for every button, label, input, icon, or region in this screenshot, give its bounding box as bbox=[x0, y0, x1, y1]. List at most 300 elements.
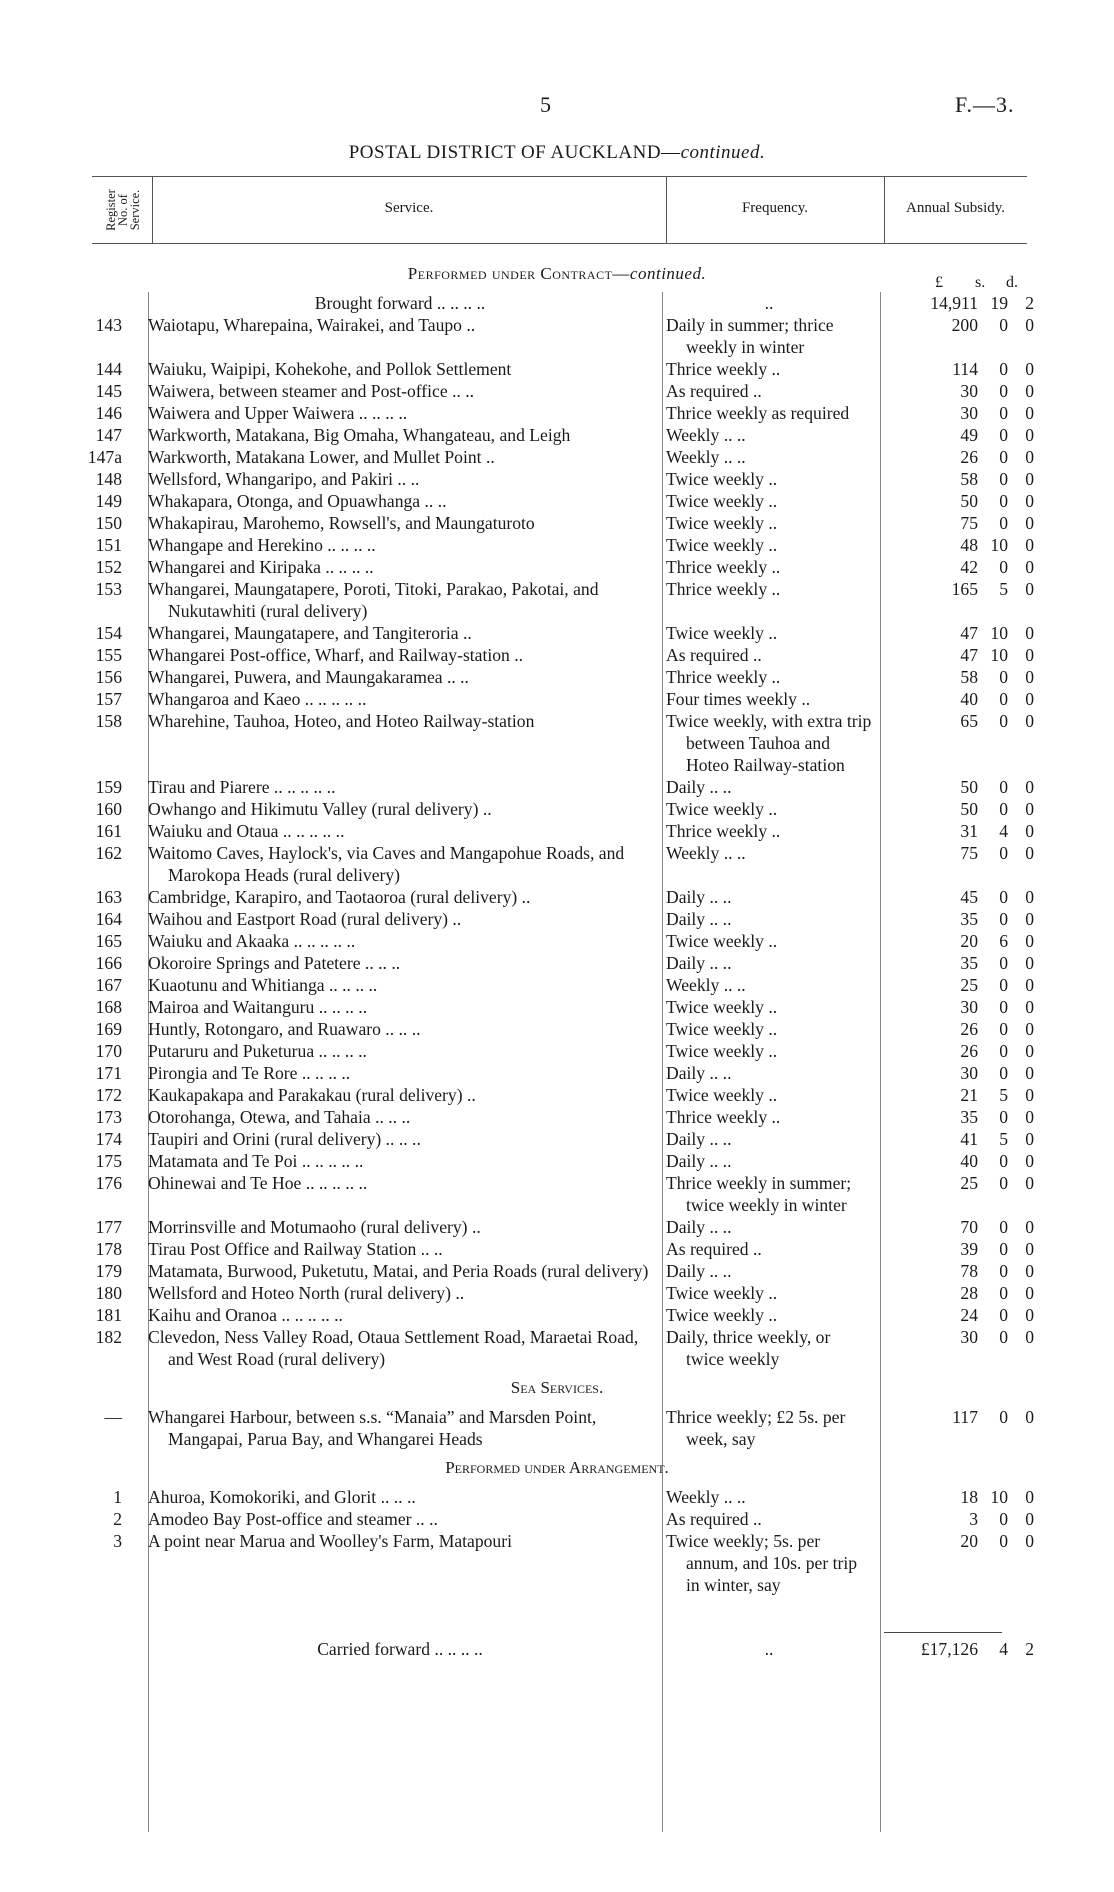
frequency: As required .. bbox=[666, 1239, 762, 1259]
frequency: Thrice weekly .. bbox=[666, 1107, 781, 1127]
register-number: 177 bbox=[95, 1217, 122, 1237]
subsidy-shillings: 5 bbox=[999, 1085, 1008, 1105]
service-description: Wellsford, Whangaripo, and Pakiri .. .. bbox=[148, 469, 420, 489]
register-number: 167 bbox=[95, 975, 122, 995]
subsidy-pounds: 49 bbox=[960, 425, 978, 445]
subsidy-shillings: 10 bbox=[990, 645, 1008, 665]
register-number: 147 bbox=[95, 425, 122, 445]
subsidy-pounds: 165 bbox=[951, 579, 978, 599]
service-description: Waiwera and Upper Waiwera .. .. .. .. bbox=[148, 403, 408, 423]
table-row bbox=[0, 644, 1114, 666]
register-number: 178 bbox=[95, 1239, 122, 1259]
subsidy-pounds: 30 bbox=[960, 403, 978, 423]
frequency: Twice weekly .. bbox=[666, 931, 778, 951]
subsidy-pence: 0 bbox=[1025, 1019, 1034, 1039]
subsidy-pence: 0 bbox=[1025, 887, 1034, 907]
header-frequency: Frequency. bbox=[741, 200, 809, 216]
subsidy-pence: 0 bbox=[1025, 579, 1034, 599]
register-number: 1 bbox=[113, 1487, 122, 1507]
register-number: 175 bbox=[95, 1151, 122, 1171]
table-row bbox=[0, 996, 1114, 1018]
service-description: Okoroire Springs and Patetere .. .. .. bbox=[148, 953, 401, 973]
subsidy-shillings: 0 bbox=[999, 1283, 1008, 1303]
service-description: Kuaotunu and Whitianga .. .. .. .. bbox=[148, 975, 378, 995]
register-number: 160 bbox=[95, 799, 122, 819]
subsidy-shillings: 0 bbox=[999, 1107, 1008, 1127]
subsidy-pounds: 58 bbox=[960, 469, 978, 489]
subsidy-pence: 0 bbox=[1025, 557, 1034, 577]
currency-pence-label: d. bbox=[1006, 274, 1018, 291]
service-description: Waiuku and Otaua .. .. .. .. .. bbox=[148, 821, 345, 841]
subsidy-shillings: 5 bbox=[999, 1129, 1008, 1149]
subsidy-pence: 0 bbox=[1025, 1509, 1034, 1529]
subsidy-pounds: 50 bbox=[960, 777, 978, 797]
register-number: 159 bbox=[95, 777, 122, 797]
subsidy-pence: 0 bbox=[1025, 821, 1034, 841]
service-description: Taupiri and Orini (rural delivery) .. .. .. bbox=[148, 1129, 421, 1149]
service-description: Wellsford and Hoteo North (rural delivery) .. bbox=[148, 1283, 465, 1303]
frequency: Thrice weekly .. bbox=[666, 557, 781, 577]
service-description: Whangaroa and Kaeo .. .. .. .. .. bbox=[148, 689, 367, 709]
table-row bbox=[0, 424, 1114, 446]
register-number: 176 bbox=[95, 1173, 122, 1193]
subsidy-shillings: 10 bbox=[990, 1487, 1008, 1507]
service-description: Clevedon, Ness Valley Road, Otaua Settlement Road, Maraetai Road, and West Road (rural delivery) bbox=[148, 1327, 639, 1369]
register-number: 163 bbox=[95, 887, 122, 907]
subsidy-pounds: 30 bbox=[960, 1327, 978, 1347]
subsidy-pence: 0 bbox=[1025, 1217, 1034, 1237]
subsidy-shillings: 0 bbox=[999, 1041, 1008, 1061]
service-description: Wharehine, Tauhoa, Hoteo, and Hoteo Railway-station bbox=[148, 711, 535, 731]
table-row bbox=[0, 688, 1114, 710]
register-number: — bbox=[104, 1407, 122, 1427]
service-description: Whangape and Herekino .. .. .. .. bbox=[148, 535, 376, 555]
subsidy-shillings: 0 bbox=[999, 315, 1008, 335]
frequency: Daily .. .. bbox=[666, 953, 732, 973]
subsidy-shillings: 0 bbox=[999, 557, 1008, 577]
service-description: Whangarei Harbour, between s.s. “Manaia” and Marsden Point, Mangapai, Parua Bay, and Whangarei Heads bbox=[148, 1407, 597, 1449]
frequency: Daily, thrice weekly, or twice weekly bbox=[666, 1327, 831, 1369]
subsidy-pence: 0 bbox=[1025, 1151, 1034, 1171]
subsidy-shillings: 0 bbox=[999, 1509, 1008, 1529]
subsidy-shillings: 0 bbox=[999, 491, 1008, 511]
table-row bbox=[0, 1018, 1114, 1040]
subsidy-shillings: 0 bbox=[999, 843, 1008, 863]
register-number: 153 bbox=[95, 579, 122, 599]
subsidy-shillings: 0 bbox=[999, 1305, 1008, 1325]
frequency: Twice weekly .. bbox=[666, 1019, 778, 1039]
subsidy-pounds: 25 bbox=[960, 975, 978, 995]
table-row bbox=[0, 1172, 1114, 1216]
subsidy-pounds: 35 bbox=[960, 1107, 978, 1127]
register-number: 158 bbox=[95, 711, 122, 731]
service-description: Kaukapakapa and Parakakau (rural delivery) .. bbox=[148, 1085, 476, 1105]
service-description: Otorohanga, Otewa, and Tahaia .. .. .. bbox=[148, 1107, 411, 1127]
table-row bbox=[0, 1150, 1114, 1172]
register-number: 2 bbox=[113, 1509, 122, 1529]
subsidy-shillings: 0 bbox=[999, 667, 1008, 687]
brought-forward-shillings: 19 bbox=[990, 293, 1008, 313]
service-description: Mairoa and Waitanguru .. .. .. .. bbox=[148, 997, 368, 1017]
register-number: 3 bbox=[113, 1531, 122, 1551]
subsidy-pence: 0 bbox=[1025, 667, 1034, 687]
subsidy-pence: 0 bbox=[1025, 513, 1034, 533]
subsidy-shillings: 0 bbox=[999, 1217, 1008, 1237]
subsidy-pounds: 24 bbox=[960, 1305, 978, 1325]
subsidy-shillings: 0 bbox=[999, 1407, 1008, 1427]
subsidy-pounds: 40 bbox=[960, 689, 978, 709]
table-row bbox=[0, 578, 1114, 622]
subsidy-pounds: 20 bbox=[960, 931, 978, 951]
register-number: 155 bbox=[95, 645, 122, 665]
subsidy-pence: 0 bbox=[1025, 535, 1034, 555]
subsidy-pounds: 18 bbox=[960, 1487, 978, 1507]
subsidy-pounds: 40 bbox=[960, 1151, 978, 1171]
subsidy-shillings: 0 bbox=[999, 711, 1008, 731]
service-description: Tirau and Piarere .. .. .. .. .. bbox=[148, 777, 336, 797]
subsidy-pence: 0 bbox=[1025, 1407, 1034, 1427]
table-row bbox=[0, 820, 1114, 842]
service-description: Waiuku and Akaaka .. .. .. .. .. bbox=[148, 931, 356, 951]
register-number: 173 bbox=[95, 1107, 122, 1127]
register-number: 170 bbox=[95, 1041, 122, 1061]
service-description: Putaruru and Puketurua .. .. .. .. bbox=[148, 1041, 367, 1061]
service-description: Amodeo Bay Post-office and steamer .. .. bbox=[148, 1509, 438, 1529]
subsidy-pence: 0 bbox=[1025, 469, 1034, 489]
table-row bbox=[0, 1106, 1114, 1128]
service-description: Whangarei Post-office, Wharf, and Railway-station .. bbox=[148, 645, 524, 665]
subsidy-pence: 0 bbox=[1025, 623, 1034, 643]
table-row bbox=[0, 1062, 1114, 1084]
frequency: Weekly .. .. bbox=[666, 1487, 746, 1507]
subsidy-pence: 0 bbox=[1025, 447, 1034, 467]
subsidy-shillings: 0 bbox=[999, 887, 1008, 907]
subsidy-pence: 0 bbox=[1025, 359, 1034, 379]
subsidy-shillings: 0 bbox=[999, 1063, 1008, 1083]
subsidy-pounds: 78 bbox=[960, 1261, 978, 1281]
frequency: Daily in summer; thrice weekly in winter bbox=[666, 315, 834, 357]
subsidy-pence: 0 bbox=[1025, 1085, 1034, 1105]
register-number: 145 bbox=[95, 381, 122, 401]
header-register: Register No. of Service. bbox=[103, 189, 142, 231]
frequency: Thrice weekly as required bbox=[666, 403, 850, 423]
service-description: Whakapara, Otonga, and Opuawhanga .. .. bbox=[148, 491, 447, 511]
carried-forward-label: Carried forward .. .. .. .. bbox=[317, 1639, 483, 1659]
register-number: 148 bbox=[95, 469, 122, 489]
register-number: 154 bbox=[95, 623, 122, 643]
table-row bbox=[0, 930, 1114, 952]
frequency: Twice weekly .. bbox=[666, 997, 778, 1017]
subsidy-pounds: 75 bbox=[960, 843, 978, 863]
service-description: Tirau Post Office and Railway Station .. .. bbox=[148, 1239, 443, 1259]
header-rule-top bbox=[92, 176, 1027, 177]
subsidy-pence: 0 bbox=[1025, 909, 1034, 929]
frequency: Twice weekly .. bbox=[666, 513, 778, 533]
subsidy-pounds: 47 bbox=[960, 645, 978, 665]
subsidy-pence: 0 bbox=[1025, 711, 1034, 731]
service-description: Whangarei, Maungatapere, Poroti, Titoki, Parakao, Pakotai, and Nukutawhiti (rural delivery) bbox=[148, 579, 599, 621]
subsidy-shillings: 0 bbox=[999, 381, 1008, 401]
table-row bbox=[0, 1238, 1114, 1260]
table-row bbox=[0, 908, 1114, 930]
subsidy-pence: 0 bbox=[1025, 799, 1034, 819]
subsidy-shillings: 0 bbox=[999, 403, 1008, 423]
register-number: 146 bbox=[95, 403, 122, 423]
brought-forward-label: Brought forward .. .. .. .. bbox=[314, 293, 486, 313]
subsidy-shillings: 0 bbox=[999, 425, 1008, 445]
frequency: Twice weekly .. bbox=[666, 1041, 778, 1061]
subsidy-pence: 0 bbox=[1025, 315, 1034, 335]
subsidy-shillings: 10 bbox=[990, 623, 1008, 643]
subsidy-pounds: 25 bbox=[960, 1173, 978, 1193]
register-number: 161 bbox=[95, 821, 122, 841]
table-row bbox=[0, 1084, 1114, 1106]
service-description: Warkworth, Matakana, Big Omaha, Whangateau, and Leigh bbox=[148, 425, 571, 445]
section-heading-sea: Sea Services. bbox=[510, 1378, 604, 1397]
register-number: 152 bbox=[95, 557, 122, 577]
contract-rows bbox=[0, 314, 1114, 1370]
register-number: 169 bbox=[95, 1019, 122, 1039]
subsidy-pence: 0 bbox=[1025, 689, 1034, 709]
brought-forward-pounds: 14,911 bbox=[930, 293, 978, 313]
subsidy-pence: 0 bbox=[1025, 491, 1034, 511]
frequency: Weekly .. .. bbox=[666, 843, 746, 863]
subsidy-pounds: 35 bbox=[960, 909, 978, 929]
register-number: 180 bbox=[95, 1283, 122, 1303]
subsidy-pence: 0 bbox=[1025, 1283, 1034, 1303]
register-number: 162 bbox=[95, 843, 122, 863]
carried-forward-row bbox=[0, 1638, 1114, 1660]
currency-pounds-label: £ bbox=[935, 274, 943, 291]
table-row bbox=[0, 1216, 1114, 1238]
register-number: 147a bbox=[87, 447, 122, 467]
subsidy-pounds: 26 bbox=[960, 1019, 978, 1039]
subsidy-pence: 0 bbox=[1025, 953, 1034, 973]
subsidy-shillings: 0 bbox=[999, 359, 1008, 379]
frequency: Daily .. .. bbox=[666, 909, 732, 929]
service-description: A point near Marua and Woolley's Farm, Matapouri bbox=[148, 1531, 512, 1551]
subsidy-pence: 0 bbox=[1025, 1239, 1034, 1259]
frequency: Twice weekly .. bbox=[666, 469, 778, 489]
table-row bbox=[0, 556, 1114, 578]
table-row bbox=[0, 512, 1114, 534]
frequency: Thrice weekly in summer; twice weekly in winter bbox=[666, 1173, 852, 1215]
frequency: Weekly .. .. bbox=[666, 447, 746, 467]
service-description: Matamata and Te Poi .. .. .. .. .. bbox=[148, 1151, 364, 1171]
subsidy-shillings: 0 bbox=[999, 1019, 1008, 1039]
service-description: Waiwera, between steamer and Post-office .. .. bbox=[148, 381, 475, 401]
register-number: 144 bbox=[95, 359, 122, 379]
subsidy-pounds: 3 bbox=[969, 1509, 978, 1529]
frequency: Four times weekly .. bbox=[666, 689, 811, 709]
subsidy-pence: 0 bbox=[1025, 645, 1034, 665]
subsidy-pounds: 41 bbox=[960, 1129, 978, 1149]
table-row bbox=[0, 490, 1114, 512]
frequency: Daily .. .. bbox=[666, 1063, 732, 1083]
register-number: 157 bbox=[95, 689, 122, 709]
frequency: Twice weekly; 5s. per annum, and 10s. per trip in winter, say bbox=[666, 1531, 858, 1595]
subsidy-shillings: 0 bbox=[999, 689, 1008, 709]
service-description: Pirongia and Te Rore .. .. .. .. bbox=[148, 1063, 351, 1083]
frequency: As required .. bbox=[666, 645, 762, 665]
service-description: Whangarei, Puwera, and Maungakaramea .. .. bbox=[148, 667, 469, 687]
subsidy-pounds: 58 bbox=[960, 667, 978, 687]
subsidy-pence: 0 bbox=[1025, 1327, 1034, 1347]
carried-forward-pence: 2 bbox=[1025, 1639, 1034, 1659]
frequency: Daily .. .. bbox=[666, 1261, 732, 1281]
table-row bbox=[0, 446, 1114, 468]
brought-forward-row bbox=[0, 292, 1114, 314]
subsidy-shillings: 0 bbox=[999, 1531, 1008, 1551]
table-row bbox=[0, 468, 1114, 490]
subsidy-pounds: 39 bbox=[960, 1239, 978, 1259]
subsidy-pounds: 200 bbox=[951, 315, 978, 335]
register-number: 166 bbox=[95, 953, 122, 973]
frequency: Twice weekly .. bbox=[666, 623, 778, 643]
subsidy-shillings: 0 bbox=[999, 1327, 1008, 1347]
subsidy-pounds: 47 bbox=[960, 623, 978, 643]
section-contract-suffix: continued. bbox=[629, 264, 707, 283]
register-number: 168 bbox=[95, 997, 122, 1017]
subsidy-pence: 0 bbox=[1025, 1261, 1034, 1281]
arrangement-rows bbox=[0, 1486, 1114, 1596]
subsidy-pence: 0 bbox=[1025, 1173, 1034, 1193]
table-row bbox=[0, 1326, 1114, 1370]
subsidy-shillings: 0 bbox=[999, 513, 1008, 533]
table-row bbox=[0, 666, 1114, 688]
frequency: Weekly .. .. bbox=[666, 425, 746, 445]
subsidy-shillings: 6 bbox=[999, 931, 1008, 951]
frequency: Thrice weekly .. bbox=[666, 359, 781, 379]
subsidy-pounds: 30 bbox=[960, 997, 978, 1017]
table-row bbox=[0, 1530, 1114, 1596]
subsidy-pounds: 114 bbox=[952, 359, 978, 379]
frequency: Thrice weekly .. bbox=[666, 579, 781, 599]
subsidy-pounds: 50 bbox=[960, 491, 978, 511]
currency-shillings-label: s. bbox=[975, 274, 986, 291]
frequency: Twice weekly .. bbox=[666, 535, 778, 555]
subsidy-shillings: 0 bbox=[999, 953, 1008, 973]
table-row bbox=[0, 952, 1114, 974]
subsidy-pounds: 21 bbox=[960, 1085, 978, 1105]
table-row bbox=[0, 402, 1114, 424]
register-number: 174 bbox=[95, 1129, 122, 1149]
carried-forward-pounds: £17,126 bbox=[920, 1639, 978, 1659]
table-row bbox=[0, 1508, 1114, 1530]
header-service: Service. bbox=[384, 200, 434, 216]
table-row bbox=[0, 1128, 1114, 1150]
subsidy-pence: 0 bbox=[1025, 1129, 1034, 1149]
document-reference: F.—3. bbox=[955, 92, 1015, 117]
service-description: Huntly, Rotongaro, and Ruawaro .. .. .. bbox=[148, 1019, 421, 1039]
register-number: 150 bbox=[95, 513, 122, 533]
register-number: 151 bbox=[95, 535, 122, 555]
service-description: Matamata, Burwood, Puketutu, Matai, and Peria Roads (rural delivery) bbox=[148, 1261, 649, 1281]
table-row bbox=[0, 622, 1114, 644]
frequency: Twice weekly .. bbox=[666, 1283, 778, 1303]
frequency: Thrice weekly .. bbox=[666, 667, 781, 687]
service-description: Morrinsville and Motumaoho (rural delivery) .. bbox=[148, 1217, 481, 1237]
table-row bbox=[0, 314, 1114, 358]
table-row bbox=[0, 358, 1114, 380]
district-title-main: POSTAL DISTRICT OF AUCKLAND— bbox=[348, 142, 681, 163]
subsidy-pence: 0 bbox=[1025, 931, 1034, 951]
frequency: Twice weekly .. bbox=[666, 799, 778, 819]
subsidy-pounds: 26 bbox=[960, 1041, 978, 1061]
service-description: Whangarei, Maungatapere, and Tangiteroria .. bbox=[148, 623, 472, 643]
subsidy-shillings: 5 bbox=[999, 579, 1008, 599]
subsidy-pounds: 35 bbox=[960, 953, 978, 973]
subsidy-shillings: 10 bbox=[990, 535, 1008, 555]
subsidy-pounds: 50 bbox=[960, 799, 978, 819]
table-row bbox=[0, 798, 1114, 820]
brought-forward-pence: 2 bbox=[1025, 293, 1034, 313]
subsidy-shillings: 0 bbox=[999, 1261, 1008, 1281]
service-description: Ohinewai and Te Hoe .. .. .. .. .. bbox=[148, 1173, 368, 1193]
header-rule-bottom bbox=[92, 243, 1027, 244]
subsidy-pence: 0 bbox=[1025, 843, 1034, 863]
service-description: Cambridge, Karapiro, and Taotaoroa (rural delivery) .. bbox=[148, 887, 531, 907]
subsidy-pounds: 117 bbox=[952, 1407, 978, 1427]
section-contract-main: Performed under Contract— bbox=[407, 264, 630, 283]
table-row bbox=[0, 1486, 1114, 1508]
subsidy-pounds: 65 bbox=[960, 711, 978, 731]
service-description: Warkworth, Matakana Lower, and Mullet Point .. bbox=[148, 447, 495, 467]
table-row bbox=[0, 1304, 1114, 1326]
register-number: 182 bbox=[95, 1327, 122, 1347]
service-description: Ahuroa, Komokoriki, and Glorit .. .. .. bbox=[148, 1487, 416, 1507]
subsidy-pence: 0 bbox=[1025, 1041, 1034, 1061]
page-number: 5 bbox=[540, 92, 551, 117]
subsidy-pounds: 48 bbox=[960, 535, 978, 555]
register-number: 143 bbox=[95, 315, 122, 335]
service-description: Owhango and Hikimutu Valley (rural delivery) .. bbox=[148, 799, 492, 819]
subsidy-pounds: 20 bbox=[960, 1531, 978, 1551]
frequency: Twice weekly, with extra trip between Tauhoa and Hoteo Railway-station bbox=[666, 711, 872, 775]
frequency: Daily .. .. bbox=[666, 887, 732, 907]
subsidy-pence: 0 bbox=[1025, 403, 1034, 423]
district-title-suffix: continued. bbox=[680, 142, 766, 163]
table-row bbox=[0, 1260, 1114, 1282]
table-row bbox=[0, 842, 1114, 886]
frequency: Daily .. .. bbox=[666, 1151, 732, 1171]
subsidy-pounds: 42 bbox=[960, 557, 978, 577]
subsidy-pence: 0 bbox=[1025, 777, 1034, 797]
frequency: Daily .. .. bbox=[666, 1217, 732, 1237]
services-table bbox=[0, 292, 1114, 1660]
frequency: Daily .. .. bbox=[666, 1129, 732, 1149]
subsidy-pence: 0 bbox=[1025, 975, 1034, 995]
register-number: 165 bbox=[95, 931, 122, 951]
subsidy-pounds: 30 bbox=[960, 1063, 978, 1083]
subsidy-pounds: 45 bbox=[960, 887, 978, 907]
register-number: 149 bbox=[95, 491, 122, 511]
service-description: Waihou and Eastport Road (rural delivery) .. bbox=[148, 909, 462, 929]
subsidy-pence: 0 bbox=[1025, 1063, 1034, 1083]
brought-forward-frequency: .. bbox=[764, 293, 774, 313]
register-number: 179 bbox=[95, 1261, 122, 1281]
frequency: Thrice weekly; £2 5s. per week, say bbox=[666, 1407, 846, 1449]
frequency: As required .. bbox=[666, 381, 762, 401]
service-description: Whakapirau, Marohemo, Rowsell's, and Maungaturoto bbox=[148, 513, 535, 533]
frequency: Twice weekly .. bbox=[666, 1085, 778, 1105]
table-row bbox=[0, 1282, 1114, 1304]
table-row bbox=[0, 710, 1114, 776]
subsidy-shillings: 0 bbox=[999, 447, 1008, 467]
subsidy-shillings: 0 bbox=[999, 975, 1008, 995]
subsidy-pence: 0 bbox=[1025, 425, 1034, 445]
register-number: 181 bbox=[95, 1305, 122, 1325]
